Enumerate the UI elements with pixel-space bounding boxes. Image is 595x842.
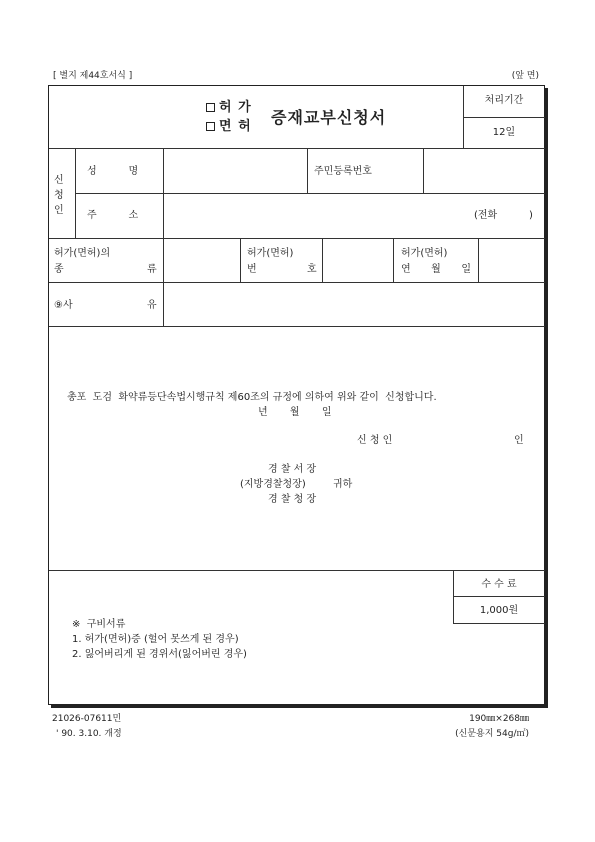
documents-heading: ※ 구비서류 [72,619,126,630]
honorific: 귀하 [333,479,353,490]
rule-rrn-left [307,148,308,193]
rule-applicant-left [75,148,76,238]
applicant-section-label-2: 청 [54,190,64,201]
rule-permit-c1 [240,238,241,282]
documents-item-1: 1. 허가(면허)증 (헐어 못쓰게 된 경우) [72,634,239,645]
reason-label: ⑨사 [54,300,73,311]
rule-fee-bottom [453,623,545,624]
rule-reason-bottom [49,326,545,327]
permit-date-field[interactable] [479,239,544,281]
rule-address-bottom [49,238,545,239]
reason-field[interactable] [164,283,544,325]
phone-label: (전화 ) [474,210,533,221]
seal-label: 인 [514,435,524,446]
processing-period-label: 처리기간 [484,95,524,106]
paper-size: 190㎜×268㎜ [469,714,529,724]
fee-label: 수 수 료 [481,579,517,590]
permit-type-label-a: 종 [54,264,64,275]
checkbox-icon[interactable] [206,122,215,131]
permit-number-label: 허가(면허) [247,248,294,259]
fee-value: 1,000원 [479,605,519,616]
permit-number-label-b: 호 [307,264,317,275]
permit-number-label-a: 번 [247,264,257,275]
permit-date-label: 허가(면허) [401,248,448,259]
paper-weight: (신문용지 54g/㎡) [455,729,529,739]
revision-note: ' 90. 3.10. 개정 [56,729,122,739]
addressee-provincial-chief: (지방경찰청장) [240,479,306,490]
documents-item-2: 2. 잃어버리게 된 경위서(잃어버린 경우) [72,649,247,660]
form-title: 증재교부신청서 [271,108,387,127]
application-date: 년 월 일 [258,407,332,418]
permit-type-label-b: 류 [147,264,157,275]
day-label: 일 [461,264,471,275]
addressee-commissioner: 경 찰 청 장 [268,494,317,505]
address-label: 주 소 [87,210,139,221]
option-permit[interactable]: 허 가 [206,101,252,114]
declaration-text: 총포 도검 화약류등단속법시행규칙 제60조의 규정에 의하여 위와 같이 신청합니다. [67,392,437,403]
permit-type-field[interactable] [164,239,239,281]
processing-period-value: 12일 [492,127,516,138]
addressee-police-chief: 경 찰 서 장 [268,464,317,475]
rule-processing-mid [463,117,545,118]
year-label: 연 [401,264,411,275]
month-label: 월 [431,264,441,275]
form-code: 21026-07611민 [52,714,122,724]
rrn-field[interactable] [424,149,544,192]
rule-permit-c3 [393,238,394,282]
form-number: [ 별지 제44호서식 ] [53,71,133,81]
rrn-label: 주민등록번호 [314,166,372,177]
permit-number-field[interactable] [323,239,392,281]
name-field[interactable] [164,149,306,192]
rule-fee-mid [453,596,545,597]
page-side-label: (앞 면) [511,71,539,81]
permit-type-label: 허가(면허)의 [54,248,111,259]
permit-date-label-units [401,265,471,275]
reason-label-b: 유 [147,300,157,311]
checkbox-icon[interactable] [206,103,215,112]
option-license[interactable]: 면 허 [206,120,252,133]
applicant-signature-label: 신 청 인 [357,435,393,446]
rule-body-bottom [49,570,545,571]
applicant-section-label-1: 신 [54,175,64,186]
applicant-section-label-3: 인 [54,205,64,216]
name-label: 성 명 [87,166,139,177]
